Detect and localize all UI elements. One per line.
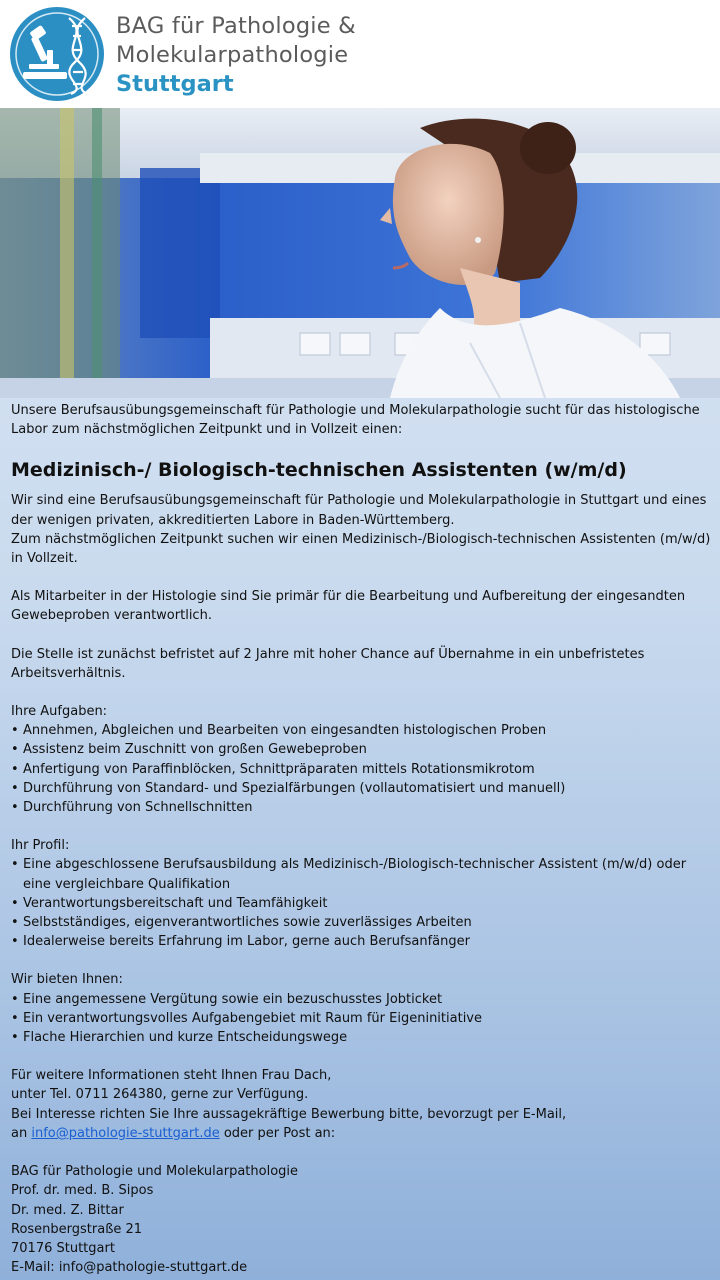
- contact-line-3: Bei Interesse richten Sie Ihre aussagekräftige Bewerbung bitte, bevorzugt per E-Mail,: [11, 1106, 567, 1122]
- contact-suffix: oder per Post an:: [219, 1125, 336, 1141]
- intro-text: Unsere Berufsausübungsgemeinschaft für Pathologie und Molekularpathologie sucht für das histologische Labor zum nächstmöglichen Zeitpunkt und in Vollzeit einen:: [11, 403, 700, 438]
- tasks-title: Ihre Aufgaben:: [11, 704, 108, 720]
- brand-line-2: Molekularpathologie: [116, 42, 349, 68]
- list-item: • Durchführung von Standard- und Spezialfärbungen (vollautomatisiert und manuell): [11, 779, 716, 798]
- job-posting: [11, 401, 716, 1277]
- profile-title: Ihr Profil:: [11, 838, 70, 854]
- list-item: • Flache Hierarchien und kurze Entscheidungswege: [11, 1028, 716, 1047]
- offer-list: [11, 990, 716, 1048]
- list-item: • Selbstständiges, eigenverantwortliches sowie zuverlässiges Arbeiten: [11, 913, 716, 932]
- email-link[interactable]: info@pathologie-stuttgart.de: [31, 1125, 220, 1141]
- list-item: • Durchführung von Schnellschnitten: [11, 798, 716, 817]
- lab-assistant-photo: [0, 108, 720, 398]
- brand-name: [116, 12, 356, 99]
- list-item: • Annehmen, Abgleichen und Bearbeiten von eingesandten histologischen Proben: [11, 721, 716, 740]
- profile-list: [11, 855, 716, 951]
- microscope-dna-logo-icon: [9, 6, 105, 102]
- header: [0, 0, 720, 108]
- offer-title: Wir bieten Ihnen:: [11, 972, 123, 988]
- contact-line-4: [11, 1124, 716, 1143]
- contact-line-1: Für weitere Informationen steht Ihnen Frau Dach,: [11, 1068, 332, 1084]
- list-item: • Assistenz beim Zuschnitt von großen Gewebeproben: [11, 740, 716, 759]
- job-title: Medizinisch-/ Biologisch-technischen Assistenten (w/m/d): [11, 459, 627, 482]
- list-item: • Idealerweise bereits Erfahrung im Labor, gerne auch Berufsanfänger: [11, 932, 716, 951]
- tasks-list: [11, 721, 716, 817]
- company-description: Wir sind eine Berufsausübungsgemeinschaft für Pathologie und Molekularpathologie in Stuttgart und eines der wenigen privaten, akkreditierten Labore in Baden-Württemberg. Zum nächstmöglichen Zeitpunkt suchen wir einen Medizinisch-/Biologisch-technischen Assistenten (m/w/d) in Vollzeit.: [11, 493, 711, 567]
- brand-line-3: Stuttgart: [116, 71, 234, 97]
- contact-line-2: unter Tel. 0711 264380, gerne zur Verfügung.: [11, 1087, 309, 1103]
- address-name-1: Prof. dr. med. B. Sipos: [11, 1183, 154, 1199]
- list-item: • Eine angemessene Vergütung sowie ein bezuschusstes Jobticket: [11, 990, 716, 1009]
- address-org: BAG für Pathologie und Molekularpathologie: [11, 1164, 299, 1180]
- contact-prefix: an: [11, 1125, 32, 1141]
- list-item: • Verantwortungsbereitschaft und Teamfähigkeit: [11, 894, 716, 913]
- list-item: • Anfertigung von Paraffinblöcken, Schnittpräparaten mittels Rotationsmikrotom: [11, 760, 716, 779]
- contract-terms: Die Stelle ist zunächst befristet auf 2 Jahre mit hoher Chance auf Übernahme in ein unbefristetes Arbeitsverhältnis.: [11, 646, 645, 681]
- brand-line-1: BAG für Pathologie &: [116, 13, 356, 39]
- list-item: • Ein verantwortungsvolles Aufgabengebiet mit Raum für Eigeninitiative: [11, 1009, 716, 1028]
- role-description: Als Mitarbeiter in der Histologie sind Sie primär für die Bearbeitung und Aufbereitung der eingesandten Gewebeproben verantwortlich.: [11, 589, 686, 624]
- address-street: Rosenbergstraße 21: [11, 1221, 143, 1237]
- address-city: 70176 Stuttgart: [11, 1240, 115, 1256]
- list-item: • Eine abgeschlossene Berufsausbildung als Medizinisch-/Biologisch-technischer Assistent (m/w/d) oder eine vergleichbare Qualifikation: [11, 855, 716, 893]
- address-email: E-Mail: info@pathologie-stuttgart.de: [11, 1260, 248, 1276]
- address-name-2: Dr. med. Z. Bittar: [11, 1202, 124, 1218]
